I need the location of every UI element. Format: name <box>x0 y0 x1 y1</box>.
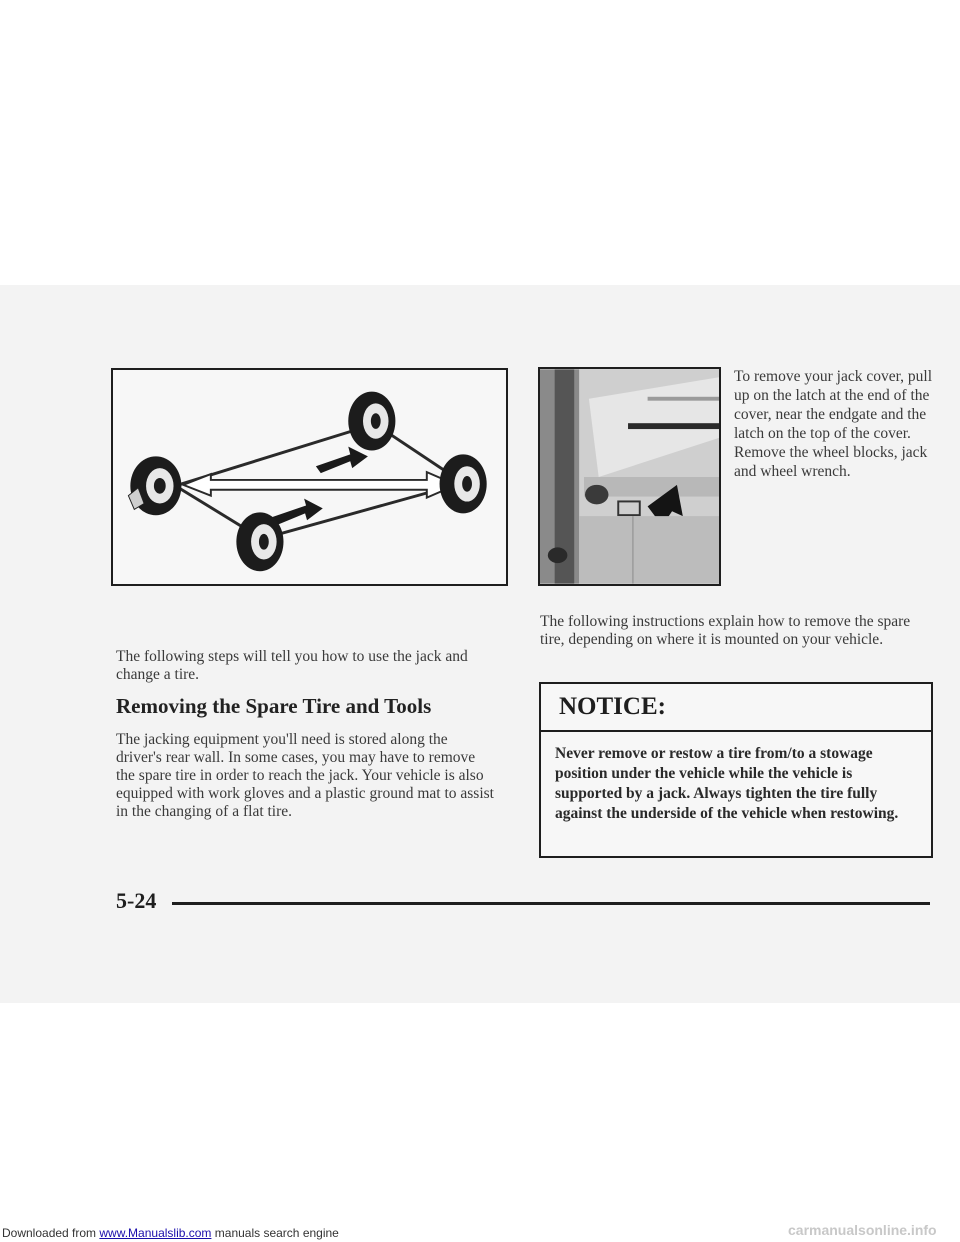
notice-box <box>539 682 933 858</box>
section-heading: Removing the Spare Tire and Tools <box>116 694 432 718</box>
jack-cover-figure <box>538 367 721 586</box>
footer-prefix: Downloaded from <box>2 1226 100 1240</box>
watermark: carmanualsonline.info <box>788 1222 937 1238</box>
download-footer <box>2 1226 339 1240</box>
notice-body: Never remove or restow a tire from/to a stowage position under the vehicle while the vehicle is supported by a jack. Always tighten the tire fully against the underside of the vehicle when restowing. <box>555 745 899 822</box>
footer-suffix: manuals search engine <box>211 1226 339 1240</box>
jack-cover-instructions: To remove your jack cover, pull up on the latch at the end of the cover, near the endgate and the latch on the top of the cover. Remove the wheel blocks, jack and wheel wrench. <box>734 368 933 480</box>
notice-title: NOTICE: <box>541 684 931 732</box>
page-number: 5-24 <box>116 888 157 913</box>
footer-rule <box>172 902 930 905</box>
jack-steps-intro: The following steps will tell you how to use the jack and change a tire. <box>116 648 468 683</box>
tire-rotation-diagram-icon <box>113 370 506 584</box>
manualslib-link[interactable]: www.Manualslib.com <box>99 1226 212 1240</box>
spare-tire-intro: The following instructions explain how to remove the spare tire, depending on where it is mounted on your vehicle. <box>540 613 911 648</box>
section-body: The jacking equipment you'll need is stored along the driver's rear wall. In some cases, you may have to remove the spare tire in order to reach the jack. Your vehicle is also equipped with work gloves and a plastic ground mat to assist in the changing of a flat tire. <box>116 731 494 820</box>
tire-rotation-figure <box>111 368 508 586</box>
jack-cover-latch-photo-icon <box>540 369 719 584</box>
